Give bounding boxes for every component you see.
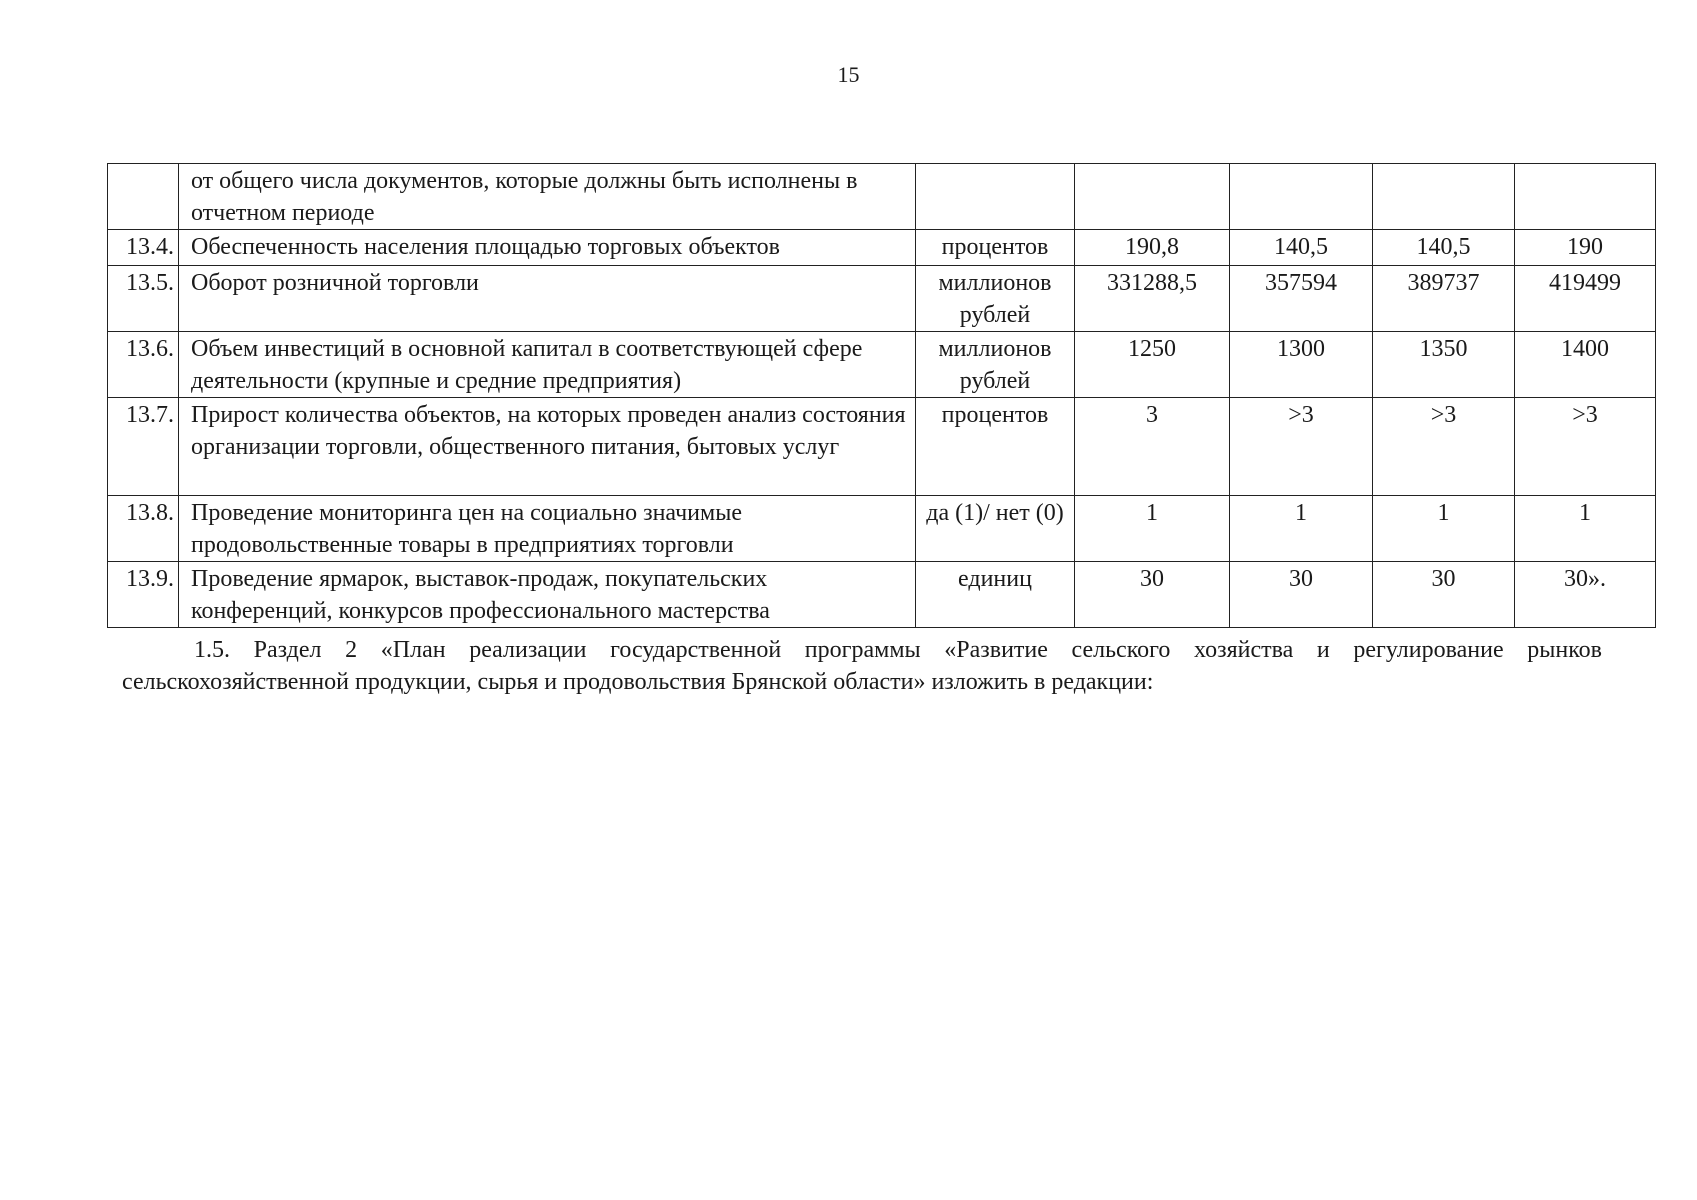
table-row [108, 266, 1656, 332]
value-cell: 140,5 [1230, 230, 1373, 266]
value-cell: >3 [1515, 398, 1656, 496]
table-row [108, 164, 1656, 230]
value-cell: >3 [1230, 398, 1373, 496]
value-cell: 331288,5 [1075, 266, 1230, 332]
indicator-name: Объем инвестиций в основной капитал в соответствующей сфере деятельности (крупные и средние предприятия) [179, 332, 916, 398]
unit-cell [916, 164, 1075, 230]
row-number: 13.6. [108, 332, 179, 398]
unit-cell: процентов [916, 230, 1075, 266]
value-cell: 389737 [1373, 266, 1515, 332]
row-number: 13.9. [108, 562, 179, 628]
value-cell [1230, 164, 1373, 230]
value-cell: 190,8 [1075, 230, 1230, 266]
indicator-name: Обеспеченность населения площадью торговых объектов [179, 230, 916, 266]
body-paragraph: 1.5. Раздел 2 «План реализации государственной программы «Развитие сельского хозяйства и регулирование рынков сельскохозяйственной продукции, сырья и продовольствия Брянской области» изложить в редакции: [122, 637, 1602, 695]
indicator-name: Проведение ярмарок, выставок-продаж, покупательских конференций, конкурсов профессионального мастерства [179, 562, 916, 628]
value-cell: 1 [1075, 496, 1230, 562]
value-cell: 1250 [1075, 332, 1230, 398]
row-number: 13.4. [108, 230, 179, 266]
unit-cell: единиц [916, 562, 1075, 628]
value-cell: 140,5 [1373, 230, 1515, 266]
value-cell: 30 [1075, 562, 1230, 628]
unit-cell: миллионов рублей [916, 266, 1075, 332]
table-row [108, 496, 1656, 562]
value-cell: 419499 [1515, 266, 1656, 332]
value-cell: 357594 [1230, 266, 1373, 332]
row-number: 13.7. [108, 398, 179, 496]
table-row [108, 398, 1656, 496]
row-number: 13.8. [108, 496, 179, 562]
value-cell: 1350 [1373, 332, 1515, 398]
value-cell: 1300 [1230, 332, 1373, 398]
value-cell [1075, 164, 1230, 230]
indicator-name: Оборот розничной торговли [179, 266, 916, 332]
indicator-name: от общего числа документов, которые должны быть исполнены в отчетном периоде [179, 164, 916, 230]
value-cell: 1 [1373, 496, 1515, 562]
table-row [108, 332, 1656, 398]
indicator-name: Прирост количества объектов, на которых проведен анализ состояния организации торговли, общественного питания, бытовых услуг [179, 398, 916, 496]
unit-cell: процентов [916, 398, 1075, 496]
row-number [108, 164, 179, 230]
value-cell [1373, 164, 1515, 230]
indicator-name: Проведение мониторинга цен на социально значимые продовольственные товары в предприятиях торговли [179, 496, 916, 562]
value-cell: 30». [1515, 562, 1656, 628]
unit-cell: да (1)/ нет (0) [916, 496, 1075, 562]
value-cell: 30 [1373, 562, 1515, 628]
value-cell: 3 [1075, 398, 1230, 496]
value-cell: 30 [1230, 562, 1373, 628]
unit-cell: миллионов рублей [916, 332, 1075, 398]
value-cell: >3 [1373, 398, 1515, 496]
row-number: 13.5. [108, 266, 179, 332]
value-cell [1515, 164, 1656, 230]
page-number: 15 [837, 62, 860, 87]
value-cell: 1400 [1515, 332, 1656, 398]
value-cell: 1 [1515, 496, 1656, 562]
table-row [108, 230, 1656, 266]
value-cell: 1 [1230, 496, 1373, 562]
indicators-table [107, 163, 1656, 628]
table-row [108, 562, 1656, 628]
value-cell: 190 [1515, 230, 1656, 266]
